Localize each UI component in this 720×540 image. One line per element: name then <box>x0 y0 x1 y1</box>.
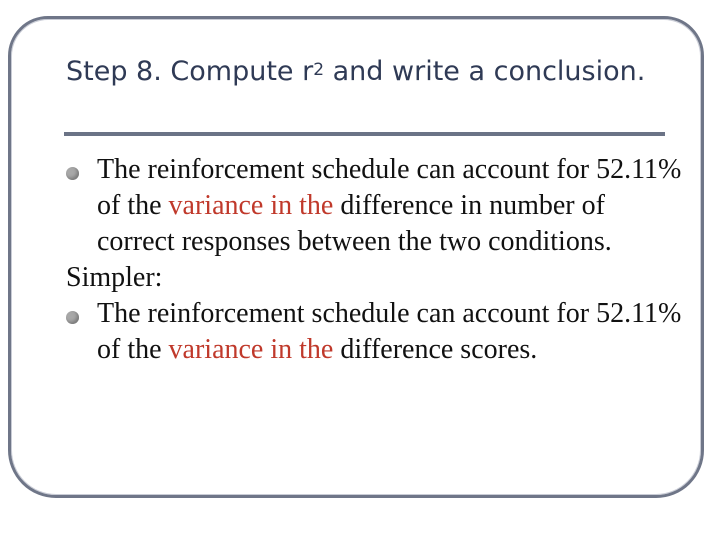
bullet-2-highlight: variance in the <box>168 334 334 365</box>
slide-body <box>66 152 686 368</box>
bullet-item-2 <box>66 296 686 368</box>
bullet-1-highlight: variance in the <box>168 190 334 221</box>
bullet-dot-icon <box>66 311 79 324</box>
bullet-item-1 <box>66 152 686 260</box>
bullet-2-text-before: The reinforcement schedule can account for 52.11% of the <box>97 298 682 365</box>
title-superscript: 2 <box>313 60 325 80</box>
simpler-label: Simpler: <box>66 262 163 293</box>
slide-title <box>66 53 666 91</box>
bullet-1-text-after: difference in number of correct responses between the two conditions. <box>97 190 612 257</box>
title-divider <box>64 132 665 136</box>
bullet-dot-icon <box>66 167 79 180</box>
title-suffix: and write a conclusion. <box>324 56 646 87</box>
title-prefix: Step 8. Compute r <box>66 56 314 87</box>
bullet-1-text-before: The reinforcement schedule can account for 52.11% of the <box>97 154 682 221</box>
bullet-2-text-after: difference scores. <box>333 334 538 365</box>
